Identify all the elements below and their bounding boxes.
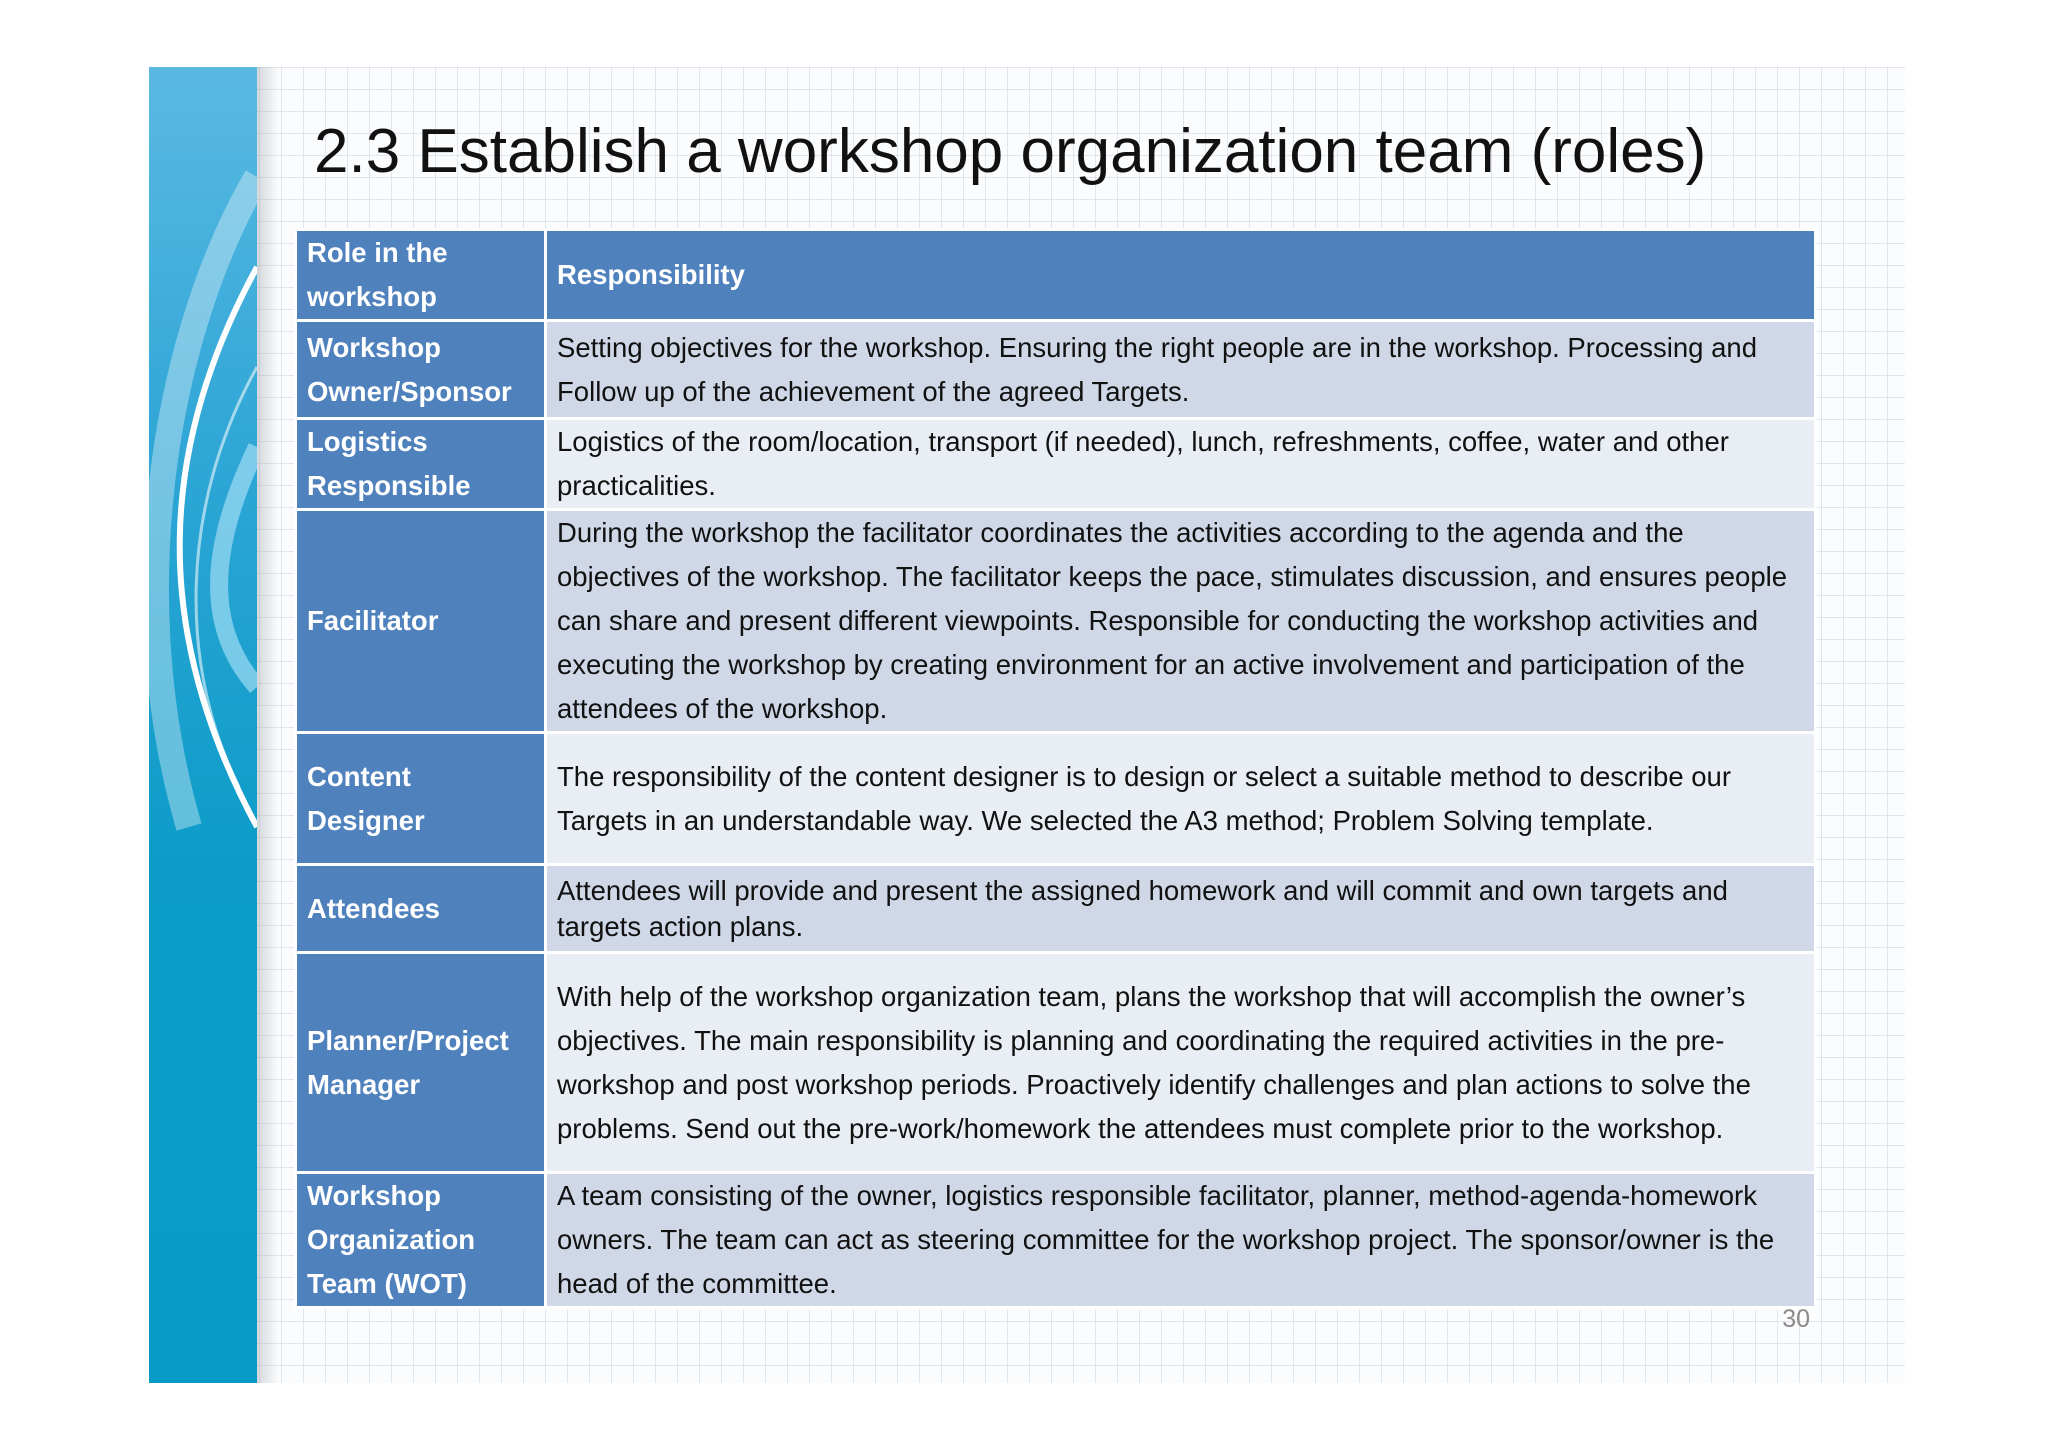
responsibility-cell: A team consisting of the owner, logistics responsible facilitator, planner, method-agenda-homework owners. The team can act as steering committee for the workshop project. The sponsor/owner is the head of the committee.: [546, 1173, 1816, 1308]
responsibility-cell: Setting objectives for the workshop. Ensuring the right people are in the workshop. Processing and Follow up of the achievement of the agreed Targets.: [546, 321, 1816, 419]
table-row: [296, 865, 1816, 953]
table-header-row: [296, 230, 1816, 321]
responsibility-cell: The responsibility of the content designer is to design or select a suitable method to describe our Targets in an understandable way. We selected the A3 method; Problem Solving template.: [546, 733, 1816, 865]
role-cell: Content Designer: [296, 733, 546, 865]
header-role: Role in the workshop: [296, 230, 546, 321]
role-cell: Facilitator: [296, 510, 546, 733]
decorative-side-band: [149, 67, 257, 1383]
responsibility-cell: Attendees will provide and present the assigned homework and will commit and own targets and targets action plans.: [546, 865, 1816, 953]
table-row: [296, 953, 1816, 1173]
role-cell: Planner/Project Manager: [296, 953, 546, 1173]
responsibility-cell: Logistics of the room/location, transport (if needed), lunch, refreshments, coffee, water and other practicalities.: [546, 419, 1816, 510]
page-number: 30: [1782, 1305, 1810, 1333]
roles-table: [294, 228, 1817, 1309]
slide-title: 2.3 Establish a workshop organization team (roles): [314, 117, 1707, 186]
table-row: [296, 733, 1816, 865]
table-row: [296, 1173, 1816, 1308]
responsibility-cell: During the workshop the facilitator coordinates the activities according to the agenda and the objectives of the workshop. The facilitator keeps the pace, stimulates discussion, and ensures people can share and present different viewpoints. Responsible for conducting the workshop activities and executing the workshop by creating environment for an active involvement and participation of the attendees of the workshop.: [546, 510, 1816, 733]
table-row: [296, 321, 1816, 419]
side-shadow: [257, 67, 279, 1383]
role-cell: Logistics Responsible: [296, 419, 546, 510]
table-row: [296, 419, 1816, 510]
responsibility-cell: With help of the workshop organization team, plans the workshop that will accomplish the owner’s objectives. The main responsibility is planning and coordinating the required activities in the pre-workshop and post workshop periods. Proactively identify challenges and plan actions to solve the problems. Send out the pre-work/homework the attendees must complete prior to the workshop.: [546, 953, 1816, 1173]
table-row: [296, 510, 1816, 733]
slide: [149, 67, 1905, 1383]
role-cell: Attendees: [296, 865, 546, 953]
header-responsibility: Responsibility: [546, 230, 1816, 321]
swoosh-graphic: [149, 67, 257, 1383]
role-cell: Workshop Owner/Sponsor: [296, 321, 546, 419]
role-cell: Workshop Organization Team (WOT): [296, 1173, 546, 1308]
